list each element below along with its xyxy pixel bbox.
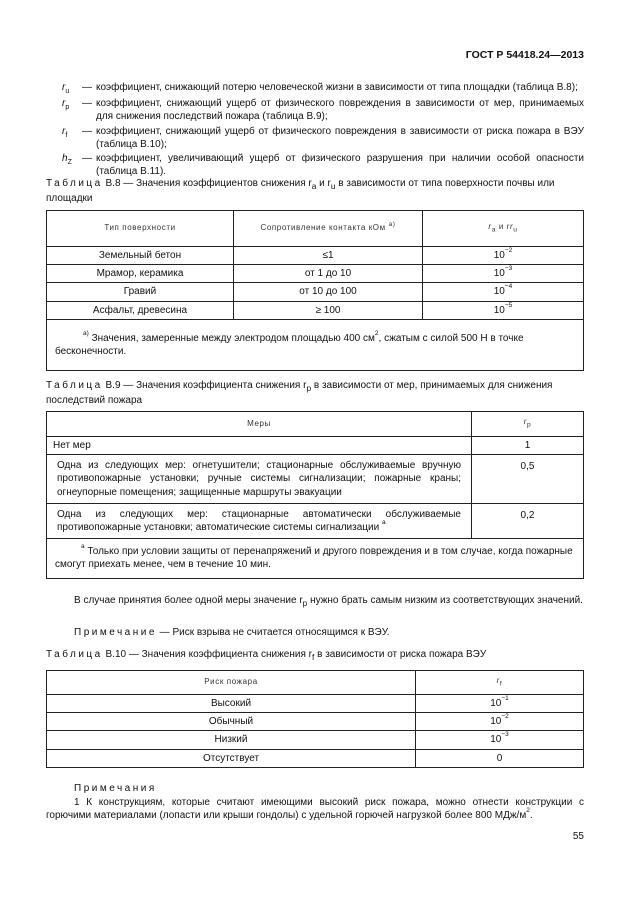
table10-caption: Таблица В.10 — Значения коэффициента снижения $r_f$ в зависимости от риска пожара ВЭУ: [46, 649, 487, 662]
symbol: $h_Z$: [62, 152, 72, 166]
table10: [46, 670, 584, 768]
symbol: $r_f$: [62, 125, 68, 139]
table-row: Высокий $10^{-1}$: [47, 695, 584, 713]
table-row: Одна из следующих мер: огнетушители; стационарные обслуживаемые вручную противопожарные установки; ручные системы сигнализации; пожарные краны; огнеупорные помещения; защищенные маршруты эвакуации 0,5: [47, 455, 584, 504]
dash: —: [82, 152, 92, 164]
table-header: Риск пожара: [47, 671, 416, 695]
dash: —: [82, 125, 92, 137]
table9-caption: Таблица В.9 — Значения коэффициента снижения $r_p$ в зависимости от мер, принимаемых для снижения последствий пожара: [46, 380, 553, 406]
paragraph: В случае принятия более одной меры значение $r_p$ нужно брать самым низким из соответствующих значений.: [74, 595, 583, 608]
definition-text: коэффициент, снижающий ущерб от физического повреждения в зависимости от мер, принимаемых для снижения последствий пожара (таблица В.9);: [96, 98, 584, 123]
table8: [46, 210, 584, 371]
notes-heading: Примечания: [74, 783, 157, 794]
definition-item: [62, 81, 584, 96]
table-row: Асфальт, древесина ≥ 100 $10^{-5}$: [47, 301, 584, 319]
table8-caption: Таблица В.8 — Значения коэффициентов снижения $r_a$ и $r_u$ в зависимости от типа поверхности почвы или площадки: [46, 178, 555, 204]
note: Примечание — Риск взрыва не считается относящимся к ВЭУ.: [74, 627, 390, 638]
table-row: Отсутствует 0: [47, 749, 584, 767]
definition-item: [62, 125, 584, 151]
definition-item: [62, 97, 584, 123]
table9: [46, 411, 584, 579]
symbol: $r_u$: [62, 82, 70, 95]
table-row: Гравий от 10 до 100 $10^{-4}$: [47, 283, 584, 301]
table-header: $r_f$: [416, 671, 584, 695]
table-header: $r_a$ и $rr_u$: [423, 211, 584, 247]
table-row: Одна из следующих мер: стационарные автоматически обслуживаемые противопожарные установки; автоматические системы сигнализации $^a$ 0,2: [47, 503, 584, 538]
table-row: Земельный бетон ≤1 $10^{-2}$: [47, 247, 584, 265]
definitions-list: [62, 81, 584, 179]
table-row: Мрамор, керамика от 1 до 10 $10^{-3}$: [47, 265, 584, 283]
table-row: Обычный $10^{-2}$: [47, 713, 584, 731]
dash: —: [82, 98, 92, 110]
page-number: 55: [572, 831, 584, 842]
table-footnote-row: $^{a)}$ Значения, замеренные между электродом площадью 400 $см^2$, сжатым с силой 500 Н в точке бесконечности.: [47, 319, 584, 370]
document-header: ГОСТ Р 54418.24—2013: [465, 49, 584, 61]
table-row: Нет мер 1: [47, 437, 584, 455]
table-header: Сопротивление контакта кОм $^{a)}$: [234, 211, 423, 247]
table-footnote-row: $^a$ Только при условии защиты от перенапряжений и другого повреждения и в том случае, когда пожарные смогут приехать менее, чем в течение 10 мин.: [47, 539, 584, 578]
table-header: $r_p$: [472, 412, 584, 437]
table-header: Меры: [47, 412, 472, 437]
table-header: Тип поверхности: [47, 211, 234, 247]
notes-item: 1 К конструкциям, которые считают имеющими высокий риск пожара, можно отнести конструкции с горючими материалами (лопасти или крыши гондолы) с удельной горючей нагрузкой более 800 МДж/$м^2$.: [46, 797, 584, 822]
dash: —: [82, 82, 92, 93]
symbol: $r_p$: [62, 98, 70, 112]
definition-item: [62, 152, 584, 178]
definition-text: коэффициент, увеличивающий ущерб от физического разрушения при наличии особой опасности (таблица В.11).: [96, 152, 584, 178]
definition-text: коэффициент, снижающий потерю человеческой жизни в зависимости от типа площадки (таблица В.8);: [96, 82, 578, 93]
table-row: Низкий $10^{-3}$: [47, 731, 584, 749]
definition-text: коэффициент, снижающий ущерб от физического повреждения в зависимости от риска пожара в ВЭУ (таблица В.10);: [96, 125, 584, 150]
